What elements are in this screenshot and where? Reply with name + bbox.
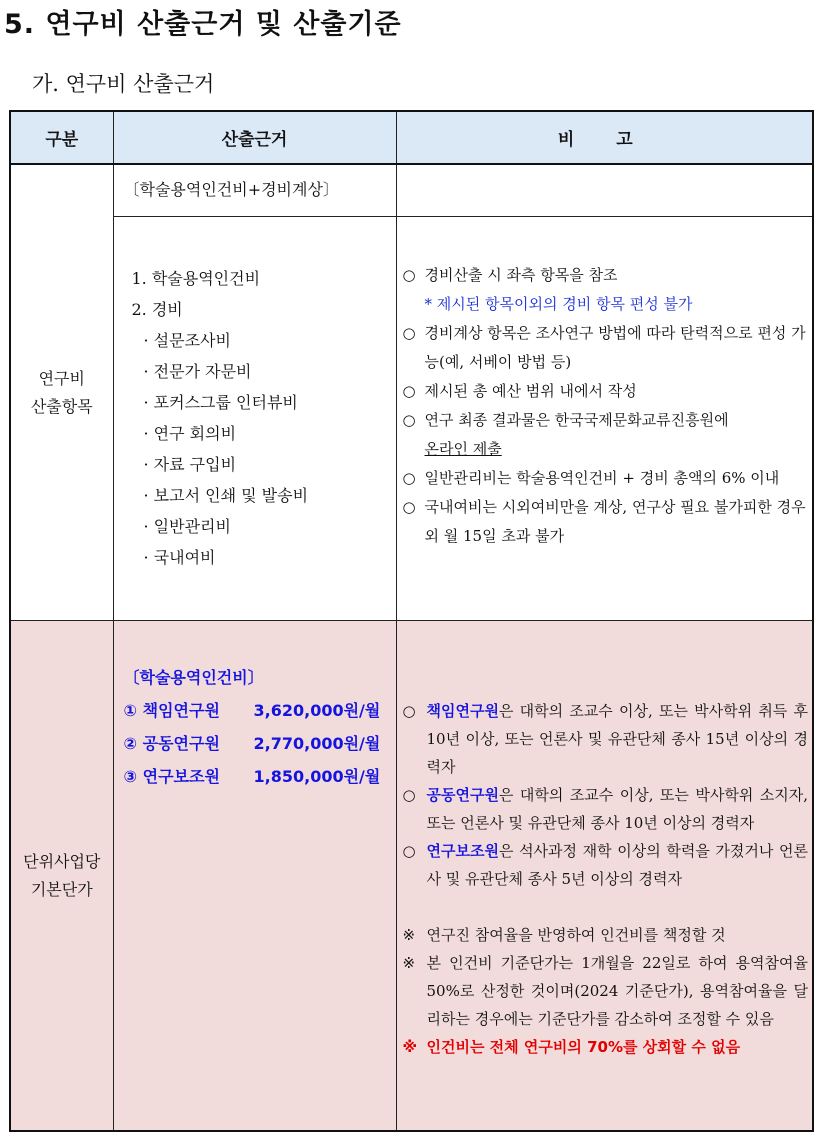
- list-item: [403, 406, 809, 464]
- role-name: 공동연구원: [426, 786, 499, 804]
- list-item: · 포커스그룹 인터뷰비: [143, 393, 298, 412]
- circle-bullet: ○: [402, 786, 416, 804]
- list-item: [403, 837, 809, 893]
- role-name: 연구보조원: [426, 842, 499, 860]
- list-item: [403, 781, 809, 837]
- list-item: · 설문조사비: [143, 331, 231, 350]
- row1-label-line1: 연구비: [38, 368, 85, 388]
- rate-amount: 3,620,000원/월: [253, 701, 381, 720]
- note-subtext: * 제시된 항목이외의 경비 항목 편성 불가: [424, 295, 693, 313]
- circle-bullet: ○: [402, 324, 416, 342]
- reference-mark-icon: ※: [402, 926, 416, 944]
- row2-label-line1: 단위사업당: [23, 851, 101, 871]
- list-item: 2. 경비: [131, 300, 183, 319]
- list-item: · 전문가 자문비: [143, 362, 252, 381]
- list-item: · 일반관리비: [143, 517, 231, 536]
- note-text: 경비산출 시 좌측 항목을 참조: [424, 266, 618, 284]
- list-item: 1. 학술용역인건비: [131, 269, 261, 288]
- reference-mark-icon: ※: [402, 954, 416, 972]
- row1-items-list: [113, 217, 396, 621]
- header-remarks: 비 고: [396, 111, 813, 164]
- role-name: 책임연구원: [426, 702, 499, 720]
- note-text: 은 대학의 조교수 이상, 또는 박사학위 소지자, 또는 언론사 및 유관단체 종사 10년 이상의 경력자: [426, 786, 808, 832]
- section-title: 5. 연구비 산출근거 및 산출기준: [4, 9, 402, 40]
- note-text: 본 인건비 기준단가는 1개월을 22일로 하여 용역참여율 50%로 산정한 것이며(2024 기준단가), 용역참여율을 달리하는 경우에는 기준단가를 감소하여 조정할 수 있음: [426, 954, 808, 1028]
- note-text: 연구진 참여율을 반영하여 인건비를 책정할 것: [426, 926, 726, 944]
- circle-bullet: ○: [402, 842, 416, 860]
- list-item: [403, 921, 809, 949]
- table-row: [10, 621, 813, 1132]
- note-text: 연구 최종 결과물은 한국국제문화교류진흥원에: [424, 411, 729, 429]
- list-item: [403, 493, 809, 551]
- rate-amount: 1,850,000원/월: [253, 767, 381, 786]
- note-text: 국내여비는 시외여비만을 계상, 연구상 필요 불가피한 경우 외 월 15일 초과 불가: [424, 498, 806, 545]
- cost-table: [9, 110, 814, 1132]
- list-item: · 보고서 인쇄 및 발송비: [143, 486, 309, 505]
- circle-bullet: ○: [402, 498, 416, 516]
- rate-row: [124, 727, 396, 760]
- rate-row: [124, 760, 396, 793]
- table-header-row: [10, 111, 813, 164]
- list-item: [403, 464, 809, 493]
- row1-subheader: 〔학술용역인건비+경비계상〕: [113, 164, 396, 217]
- circle-bullet: ○: [402, 411, 416, 429]
- list-item: [403, 377, 809, 406]
- note-text: 은 대학의 조교수 이상, 또는 박사학위 취득 후 10년 이상, 또는 언론사 및 유관단체 종사 15년 이상의 경력자: [426, 702, 808, 776]
- reference-mark-icon: ※: [402, 1038, 418, 1056]
- list-item: [403, 697, 809, 781]
- row2-label: [10, 621, 113, 1132]
- list-item: [403, 1033, 809, 1061]
- warning-text: 인건비는 전체 연구비의 70%를 상회할 수 없음: [426, 1038, 741, 1056]
- list-item: [403, 949, 809, 1033]
- note-text: 제시된 총 예산 범위 내에서 작성: [424, 382, 637, 400]
- list-item: [403, 319, 809, 377]
- rate-name: ③ 연구보조원: [123, 767, 220, 786]
- list-item: · 자료 구입비: [143, 455, 237, 474]
- rate-amount: 2,770,000원/월: [253, 734, 381, 753]
- circle-bullet: ○: [402, 702, 416, 720]
- rate-row: [124, 694, 396, 727]
- table-row: [10, 164, 813, 217]
- header-category: 구분: [10, 111, 113, 164]
- circle-bullet: ○: [402, 382, 416, 400]
- row2-notes: [396, 621, 813, 1132]
- note-underlined: 온라인 제출: [424, 440, 502, 458]
- list-item: · 연구 회의비: [143, 424, 237, 443]
- note-text: 은 석사과정 재학 이상의 학력을 가졌거나 언론사 및 유관단체 종사 5년 이상의 경력자: [426, 842, 808, 888]
- header-basis: 산출근거: [113, 111, 396, 164]
- row1-notes: [396, 217, 813, 621]
- list-item: [403, 290, 809, 319]
- circle-bullet: ○: [402, 266, 416, 284]
- note-text: 경비계상 항목은 조사연구 방법에 따라 탄력적으로 편성 가능(예, 서베이 방법 등): [424, 324, 806, 371]
- row1-label-line2: 산출항목: [30, 396, 93, 416]
- note-text: 일반관리비는 학술용역인건비 + 경비 총액의 6% 이내: [424, 469, 780, 487]
- table-row: [10, 217, 813, 621]
- row2-subheader: 〔학술용역인건비〕: [123, 668, 264, 687]
- list-item: [403, 261, 809, 290]
- rate-name: ① 책임연구원: [123, 701, 220, 720]
- row2-rates: [113, 621, 396, 1132]
- row1-label: [10, 164, 113, 621]
- list-item: · 국내여비: [143, 548, 216, 567]
- row2-label-line2: 기본단가: [30, 879, 93, 899]
- rate-name: ② 공동연구원: [123, 734, 220, 753]
- circle-bullet: ○: [402, 469, 416, 487]
- row1-subheader-remarks: [396, 164, 813, 217]
- subsection-title: 가. 연구비 산출근거: [32, 72, 215, 96]
